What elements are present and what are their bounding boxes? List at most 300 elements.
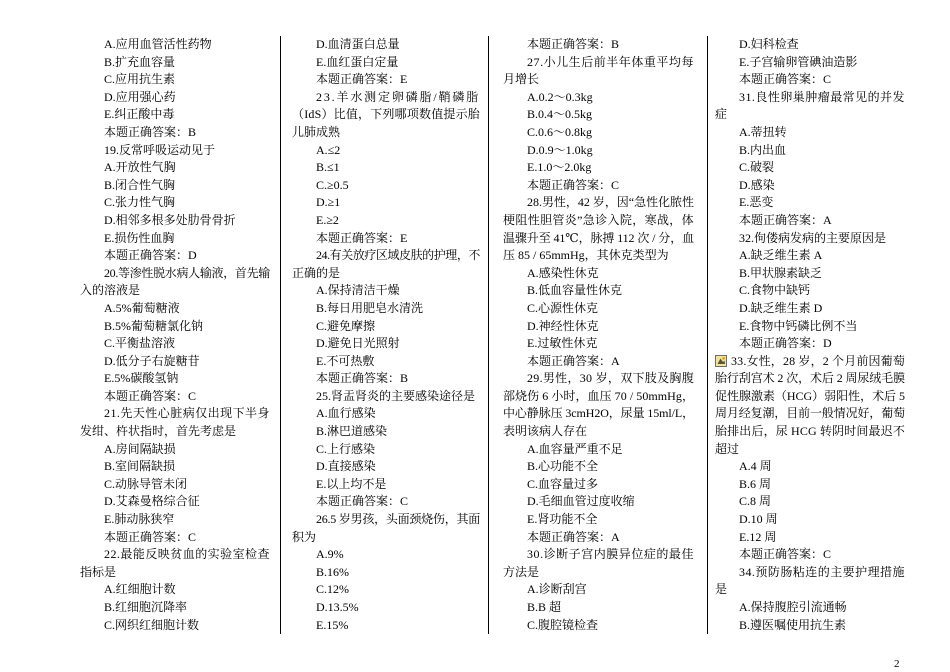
question-stem-line — [80, 423, 270, 441]
answer-option-text: D.神经性休克 — [527, 318, 599, 333]
question-stem-line — [503, 230, 694, 248]
question-block — [715, 353, 905, 564]
answer-option-text: A.应用血管活性药物 — [104, 37, 212, 51]
question-stem-line — [503, 405, 694, 423]
question-stem-line-text: 方法是 — [503, 564, 540, 579]
question-stem-line-text: 33.女性，28 岁，2 个月前因葡萄 — [731, 353, 905, 368]
answer-option-text: C.心源性休克 — [527, 300, 599, 315]
answer-option — [292, 458, 480, 476]
answer-option-text: A.红细胞计数 — [104, 582, 176, 597]
answer-option — [503, 159, 694, 177]
question-stem-line-text: 21.先天性心脏病仅出现下半身 — [104, 406, 270, 421]
question-stem-line-text: （IdS）比值，下列哪项数值提示胎 — [292, 107, 480, 122]
correct-answer — [503, 177, 694, 195]
question-stem-line — [715, 441, 905, 459]
answer-option — [503, 476, 694, 494]
question-block — [292, 247, 480, 388]
answer-option-text: B.淋巴道感染 — [316, 424, 388, 439]
question-continuation — [715, 36, 905, 89]
question-stem-line-text: 34.预防肠粘连的主要护理措施 — [739, 564, 905, 579]
answer-option — [80, 212, 270, 230]
answer-option — [715, 247, 905, 265]
answer-option-text: C.≥0.5 — [316, 177, 349, 192]
correct-answer — [503, 36, 694, 54]
answer-option-text: D.10 周 — [739, 512, 778, 527]
answer-option — [80, 159, 270, 177]
correct-answer-text: 本题正确答案：B — [316, 371, 409, 386]
correct-answer-text: 本题正确答案：C — [739, 72, 832, 87]
answer-option-text: D.应用强心药 — [104, 89, 176, 104]
answer-option-text: D.低分子右旋糖苷 — [104, 353, 200, 368]
answer-option-text: B.0.4～0.5kg — [527, 107, 593, 122]
answer-option — [292, 282, 480, 300]
question-block — [715, 564, 905, 634]
answer-option — [292, 36, 480, 54]
question-stem-line-text: 梗阻性胆管炎”急诊入院，寒战，体 — [503, 212, 694, 227]
answer-option — [715, 458, 905, 476]
answer-option-text: D.13.5% — [316, 600, 359, 614]
question-stem-line-text: 促性腺激素（HCG）弱阳性，术后 5 — [715, 388, 905, 403]
answer-option-text: C.应用抗生素 — [104, 72, 176, 87]
answer-option — [80, 177, 270, 195]
question-stem-line — [80, 282, 270, 300]
question-stem-line-text: 胎排出后，尿 HCG 转阴时间最迟不 — [715, 424, 905, 439]
question-continuation — [292, 36, 480, 89]
question-stem-line-text: 中心静脉压 3cmH2O，尿量 15ml/L， — [503, 406, 694, 421]
answer-option — [80, 230, 270, 248]
question-stem-line-text: 超过 — [715, 441, 740, 456]
answer-option — [715, 318, 905, 336]
answer-option-text: D.艾森曼格综合征 — [104, 494, 200, 509]
answer-option — [715, 493, 905, 511]
answer-option — [715, 159, 905, 177]
answer-option — [503, 511, 694, 529]
correct-answer — [292, 370, 480, 388]
question-block — [715, 89, 905, 230]
answer-option — [80, 106, 270, 124]
answer-option — [80, 441, 270, 459]
answer-option-text: A.9% — [316, 547, 344, 562]
answer-option — [292, 617, 480, 635]
correct-answer — [292, 493, 480, 511]
answer-option-text: E.食物中钙磷比例不当 — [739, 318, 858, 333]
answer-option — [503, 599, 694, 617]
answer-option — [292, 599, 480, 617]
question-stem-line — [80, 546, 270, 564]
correct-answer-text: 本题正确答案：E — [316, 230, 408, 245]
question-stem-line — [715, 405, 905, 423]
answer-option — [715, 617, 905, 635]
correct-answer-text: 本题正确答案：A — [739, 212, 832, 227]
answer-option — [292, 441, 480, 459]
answer-option-text: B.甲状腺素缺乏 — [739, 265, 823, 280]
correct-answer — [80, 247, 270, 265]
correct-answer-text: 本题正确答案：C — [104, 388, 197, 403]
answer-option — [715, 194, 905, 212]
answer-option-text: E.子宫输卵管碘油造影 — [739, 54, 858, 69]
answer-option — [292, 546, 480, 564]
answer-option-text: E.12 周 — [739, 529, 777, 544]
question-block — [80, 546, 270, 634]
question-stem-line — [503, 54, 694, 72]
correct-answer — [80, 388, 270, 406]
answer-option — [80, 300, 270, 318]
answer-option — [503, 282, 694, 300]
answer-option — [715, 300, 905, 318]
question-stem-line-text: 26.5 岁男孩，头面颈烧伤，其面 — [316, 512, 480, 527]
answer-option-text: C.破裂 — [739, 160, 775, 175]
answer-option-text: C.张力性气胸 — [104, 195, 176, 210]
question-stem-line-text: 症 — [715, 107, 728, 122]
answer-option-text: D.妇科检查 — [739, 37, 799, 51]
answer-option-text: E.恶变 — [739, 195, 774, 210]
answer-option-text: B.内出血 — [739, 142, 787, 157]
question-stem-line-text: 入的溶液是 — [80, 283, 141, 298]
correct-answer-text: 本题正确答案：D — [104, 248, 197, 263]
question-stem-line-text: 儿肺成熟 — [292, 124, 341, 139]
question-stem-line-text: 表明该病人存在 — [503, 424, 588, 439]
answer-option-text: A.≤2 — [316, 142, 341, 157]
question-stem-line-text: 指标是 — [80, 564, 117, 579]
question-stem-line — [715, 564, 905, 582]
answer-option-text: D.相邻多根多处肋骨骨折 — [104, 212, 236, 227]
question-stem-line — [292, 511, 480, 529]
page-number: 2 — [894, 658, 900, 670]
answer-option — [80, 318, 270, 336]
answer-option-text: B.闭合性气胸 — [104, 177, 176, 192]
question-block — [80, 405, 270, 546]
answer-option — [503, 493, 694, 511]
question-stem-line — [503, 546, 694, 564]
answer-option-text: B.遵医嘱使用抗生素 — [739, 617, 847, 632]
question-stem-line-text: 25.肾盂肾炎的主要感染途径是 — [316, 388, 476, 403]
answer-option — [503, 617, 694, 635]
answer-option — [715, 529, 905, 547]
answer-option-text: E.15% — [316, 617, 349, 632]
question-stem-line-text: 温骤升至 41℃，脉搏 112 次 / 分，血 — [503, 230, 694, 245]
answer-option-text: B.≤1 — [316, 160, 340, 175]
question-stem-line-text: 部烧伤 6 小时，血压 70 / 50mmHg， — [503, 388, 694, 403]
question-block — [80, 265, 270, 406]
answer-option-text: A.5%葡萄糖液 — [104, 300, 180, 315]
question-stem-line — [80, 405, 270, 423]
question-block — [292, 388, 480, 511]
question-stem-line-text: 23.羊水测定卵磷脂/鞘磷脂 — [316, 89, 480, 104]
question-stem-line-text: 是 — [715, 582, 728, 597]
question-block — [503, 370, 694, 546]
question-stem-line — [292, 124, 480, 142]
answer-option — [715, 282, 905, 300]
correct-answer-text: 本题正确答案：B — [527, 37, 620, 51]
answer-option-text: C.动脉导管未闭 — [104, 476, 188, 491]
answer-option-text: C.0.6～0.8kg — [527, 124, 593, 139]
answer-option — [292, 318, 480, 336]
answer-option-text: E.5%碳酸氢钠 — [104, 371, 179, 386]
answer-option — [292, 581, 480, 599]
question-stem-line-text: 22.最能反映贫血的实验室检查 — [104, 547, 270, 562]
question-stem-line — [715, 89, 905, 107]
column-divider — [280, 36, 281, 634]
question-stem-line — [503, 370, 694, 388]
answer-option-text: C.食物中缺钙 — [739, 283, 811, 298]
question-stem-line — [715, 353, 905, 371]
answer-option-text: C.平衡盐溶液 — [104, 336, 176, 351]
answer-option — [80, 335, 270, 353]
answer-option-text: C.8 周 — [739, 494, 772, 509]
answer-option — [80, 353, 270, 371]
correct-answer-text: 本题正确答案：A — [527, 529, 620, 544]
answer-option — [292, 405, 480, 423]
answer-option-text: B.红细胞沉降率 — [104, 600, 188, 614]
correct-answer-text: 本题正确答案：C — [739, 547, 832, 562]
answer-option — [503, 142, 694, 160]
answer-option — [292, 177, 480, 195]
correct-answer-text: 本题正确答案：D — [739, 336, 832, 351]
question-stem-line-text: 月增长 — [503, 72, 540, 87]
answer-option — [715, 54, 905, 72]
answer-option-text: E.肾功能不全 — [527, 512, 598, 527]
question-block — [503, 194, 694, 370]
answer-option-text: B.低血容量性休克 — [527, 283, 623, 298]
answer-option — [715, 511, 905, 529]
annotation-icon — [715, 355, 727, 367]
answer-option — [292, 194, 480, 212]
answer-option-text: E.血红蛋白定量 — [316, 54, 399, 69]
answer-option — [80, 71, 270, 89]
question-block — [503, 54, 694, 195]
question-stem-line — [503, 564, 694, 582]
answer-option-text: B.6 周 — [739, 476, 772, 491]
answer-option — [503, 581, 694, 599]
answer-option-text: D.血清蛋白总量 — [316, 37, 400, 51]
answer-option-text: A.房间隔缺损 — [104, 441, 176, 456]
question-stem-line — [715, 388, 905, 406]
answer-option — [80, 476, 270, 494]
question-stem-line-text: 周月经复潮，目前一般情况好，葡萄 — [715, 406, 905, 421]
answer-option-text: E.损伤性血胸 — [104, 230, 175, 245]
correct-answer — [503, 529, 694, 547]
answer-option — [715, 265, 905, 283]
answer-option — [715, 177, 905, 195]
answer-option-text: D.避免日光照射 — [316, 336, 400, 351]
answer-option-text: C.上行感染 — [316, 441, 376, 456]
answer-option-text: A.4 周 — [739, 459, 772, 474]
answer-option — [80, 599, 270, 617]
answer-option — [503, 458, 694, 476]
correct-answer-text: 本题正确答案：A — [527, 353, 620, 368]
correct-answer — [715, 546, 905, 564]
column-1 — [80, 36, 270, 634]
answer-option-text: A.开放性气胸 — [104, 160, 176, 175]
question-stem-line — [715, 106, 905, 124]
answer-option-text: E.过敏性休克 — [527, 336, 598, 351]
question-stem-line-text: 27.小儿生后前半年体重平均每 — [527, 54, 694, 69]
correct-answer — [292, 71, 480, 89]
correct-answer-text: 本题正确答案：C — [316, 494, 409, 509]
answer-option — [80, 194, 270, 212]
question-block — [80, 142, 270, 265]
question-stem-line — [503, 388, 694, 406]
answer-option-text: A.诊断刮宫 — [527, 582, 587, 597]
question-stem-line-text: 压 85 / 65mmHg，其休克类型为 — [503, 248, 669, 263]
correct-answer — [715, 71, 905, 89]
answer-option — [80, 36, 270, 54]
answer-option-text: A.0.2～0.3kg — [527, 89, 593, 104]
answer-option — [292, 353, 480, 371]
correct-answer — [715, 335, 905, 353]
answer-option — [80, 617, 270, 635]
answer-option-text: C.腹腔镜检查 — [527, 617, 599, 632]
question-stem-line — [292, 106, 480, 124]
question-stem-line — [80, 142, 270, 160]
question-stem-line-text: 30.诊断子宫内膜异位症的最佳 — [527, 547, 694, 562]
question-stem-line — [292, 529, 480, 547]
answer-option-text: D.直接感染 — [316, 459, 376, 474]
question-stem-line-text: 31.良性卵巢肿瘤最常见的并发 — [739, 89, 905, 104]
answer-option-text: B.5%葡萄糖氯化钠 — [104, 318, 204, 333]
answer-option — [292, 142, 480, 160]
column-4 — [715, 36, 905, 634]
answer-option — [80, 370, 270, 388]
answer-option-text: D.毛细血管过度收缩 — [527, 494, 635, 509]
question-stem-line-text: 发绀、杵状指时，首先考虑是 — [80, 424, 237, 439]
answer-option — [503, 89, 694, 107]
correct-answer-text: 本题正确答案：B — [104, 124, 197, 139]
question-stem-line — [292, 89, 480, 107]
answer-option-text: E.肺动脉狭窄 — [104, 512, 175, 527]
correct-answer-text: 本题正确答案：C — [104, 529, 197, 544]
question-stem-line — [292, 265, 480, 283]
question-stem-line — [503, 71, 694, 89]
question-continuation — [80, 36, 270, 142]
answer-option — [292, 335, 480, 353]
answer-option-text: D.≥1 — [316, 195, 341, 210]
answer-option-text: B.室间隔缺损 — [104, 459, 176, 474]
correct-answer-text: 本题正确答案：E — [316, 72, 408, 87]
answer-option — [503, 124, 694, 142]
answer-option — [715, 142, 905, 160]
answer-option — [292, 159, 480, 177]
answer-option-text: C.避免摩擦 — [316, 318, 376, 333]
answer-option — [503, 106, 694, 124]
answer-option-text: A.缺乏维生素 A — [739, 248, 823, 263]
question-stem-line — [715, 230, 905, 248]
answer-option — [80, 511, 270, 529]
question-stem-line — [715, 370, 905, 388]
answer-option-text: E.≥2 — [316, 212, 339, 227]
answer-option-text: D.缺乏维生素 D — [739, 300, 823, 315]
answer-option-text: E.不可热敷 — [316, 353, 375, 368]
answer-option-text: B.每日用肥皂水清洗 — [316, 300, 424, 315]
answer-option-text: C.12% — [316, 582, 349, 597]
answer-option-text: D.感染 — [739, 177, 775, 192]
answer-option-text: B.16% — [316, 564, 349, 579]
answer-option — [80, 458, 270, 476]
correct-answer — [292, 230, 480, 248]
question-stem-line-text: 正确的是 — [292, 265, 341, 280]
answer-option — [503, 300, 694, 318]
answer-option-text: A.保持清洁干燥 — [316, 283, 400, 298]
column-divider — [707, 36, 708, 634]
correct-answer — [715, 212, 905, 230]
question-block — [503, 546, 694, 634]
answer-option-text: C.网织红细胞计数 — [104, 617, 200, 632]
answer-option — [503, 335, 694, 353]
answer-option-text: E.以上均不是 — [316, 476, 387, 491]
column-2 — [292, 36, 480, 634]
answer-option — [80, 89, 270, 107]
answer-option-text: C.血容量过多 — [527, 476, 599, 491]
question-stem-line — [715, 423, 905, 441]
question-stem-line — [503, 212, 694, 230]
answer-option-text: D.0.9～1.0kg — [527, 142, 593, 157]
question-stem-line — [80, 265, 270, 283]
correct-answer-text: 本题正确答案：C — [527, 177, 620, 192]
answer-option — [80, 493, 270, 511]
question-stem-line-text: 28.男性，42 岁，因“急性化脓性 — [527, 195, 694, 210]
answer-option — [715, 599, 905, 617]
answer-option-text: A.血容量严重不足 — [527, 441, 623, 456]
answer-option — [715, 36, 905, 54]
question-stem-line — [715, 581, 905, 599]
answer-option-text: E.纠正酸中毒 — [104, 107, 175, 122]
answer-option — [292, 476, 480, 494]
answer-option-text: B.心功能不全 — [527, 459, 599, 474]
correct-answer — [80, 529, 270, 547]
answer-option — [503, 441, 694, 459]
question-continuation — [503, 36, 694, 54]
question-stem-line-text: 19.反常呼吸运动见于 — [104, 142, 216, 157]
question-stem-line-text: 积为 — [292, 529, 317, 544]
question-stem-line-text: 29.男性，30 岁，双下肢及胸腹 — [527, 371, 694, 386]
question-stem-line — [503, 194, 694, 212]
question-stem-line — [503, 423, 694, 441]
answer-option-text: B.扩充血容量 — [104, 54, 176, 69]
answer-option-text: A.血行感染 — [316, 406, 376, 421]
answer-option-text: A.蒂扭转 — [739, 124, 787, 139]
answer-option-text: A.感染性休克 — [527, 265, 599, 280]
correct-answer — [80, 124, 270, 142]
answer-option — [503, 265, 694, 283]
question-stem-line-text: 32.佝偻病发病的主要原因是 — [739, 230, 887, 245]
answer-option — [292, 423, 480, 441]
question-stem-line-text: 20.等渗性脱水病人输液，首先输 — [104, 265, 270, 280]
answer-option — [292, 212, 480, 230]
column-divider — [488, 36, 489, 634]
question-block — [715, 230, 905, 353]
question-block — [292, 511, 480, 634]
question-block — [292, 89, 480, 247]
answer-option — [715, 476, 905, 494]
answer-option — [80, 54, 270, 72]
question-stem-line — [292, 388, 480, 406]
question-stem-line — [503, 247, 694, 265]
answer-option — [292, 564, 480, 582]
column-3 — [503, 36, 694, 634]
answer-option-text: E.1.0～2.0kg — [527, 160, 592, 175]
answer-option — [292, 54, 480, 72]
answer-option — [715, 124, 905, 142]
answer-option — [503, 318, 694, 336]
question-stem-line — [292, 247, 480, 265]
answer-option — [80, 581, 270, 599]
question-stem-line-text: 胎行刮宫术 2 次，术后 2 周尿绒毛膜 — [715, 371, 905, 386]
answer-option-text: A.保持腹腔引流通畅 — [739, 600, 847, 614]
question-stem-line-text: 24.有关放疗区域皮肤的护理，不 — [316, 248, 480, 263]
answer-option-text: B.B 超 — [527, 600, 562, 614]
correct-answer — [503, 353, 694, 371]
answer-option — [292, 300, 480, 318]
